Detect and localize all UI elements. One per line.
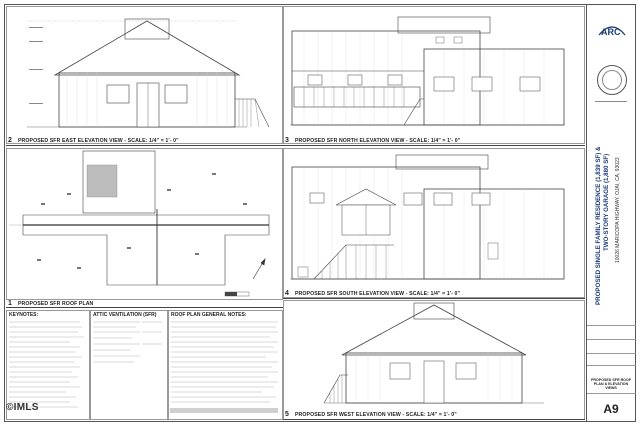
project-title-line1: PROPOSED SINGLE FAMILY RESIDENCE (1,839 SF) & (595, 146, 602, 305)
south-elevation-drawing (284, 149, 586, 299)
roof-general-notes-heading: ROOF PLAN GENERAL NOTES: (171, 312, 247, 318)
project-title-vertical (595, 146, 621, 306)
project-title-line2: TWO-STORY GARAGE (1,880 SF) (603, 153, 610, 251)
company-logo-text: ARC (601, 27, 621, 37)
south-view-number: 4 (285, 290, 289, 297)
east-view-title: PROPOSED SFR EAST ELEVATION VIEW - SCALE: 1/4" = 1'- 0" (18, 138, 179, 144)
company-logo (597, 21, 627, 41)
north-elevation-caption (285, 137, 460, 144)
west-view-title: PROPOSED SFR WEST ELEVATION VIEW - SCALE: 1/4" = 1'- 0" (295, 412, 457, 418)
west-elevation-drawing (284, 301, 586, 421)
sheet-title-cell (587, 365, 636, 393)
south-elevation-caption (285, 290, 460, 297)
east-view-number: 2 (8, 137, 12, 144)
attic-ventilation-heading: ATTIC VENTILATION (SFR) (93, 312, 157, 318)
info-cell-3 (587, 353, 636, 365)
roof-view-number: 1 (8, 300, 12, 307)
south-elevation-panel (283, 148, 585, 298)
info-cell-1 (587, 325, 636, 339)
south-view-title: PROPOSED SFR SOUTH ELEVATION VIEW - SCALE: 1/4" = 1'- 0" (295, 291, 461, 297)
sheet-title: PROPOSED SFR ROOF PLAN & ELEVATION VIEWS (591, 378, 631, 391)
stamp-line (595, 101, 627, 102)
north-view-number: 3 (285, 137, 289, 144)
keynotes-heading: KEYNOTES: (9, 312, 39, 318)
professional-stamp (597, 65, 627, 95)
title-block (586, 5, 635, 421)
north-elevation-drawing (284, 7, 586, 145)
sheet-number: A9 (603, 402, 619, 416)
info-cell-2 (587, 339, 636, 353)
roof-view-title: PROPOSED SFR ROOF PLAN (18, 301, 94, 307)
west-elevation-caption (285, 411, 457, 418)
south-caption-line (283, 298, 585, 299)
project-address: 10026 MARICOPA HIGHWAY, OJAI, CA, 93023 (615, 157, 621, 263)
north-caption-line (283, 145, 585, 146)
sheet-number-cell (587, 393, 636, 421)
north-elevation-panel (283, 6, 585, 144)
west-caption-line (283, 419, 585, 420)
mls-watermark: ©IMLS (6, 402, 39, 413)
west-view-number: 5 (285, 411, 289, 418)
north-view-title: PROPOSED SFR NORTH ELEVATION VIEW - SCALE: 1/4" = 1'- 0" (295, 138, 461, 144)
west-elevation-panel (283, 300, 585, 420)
